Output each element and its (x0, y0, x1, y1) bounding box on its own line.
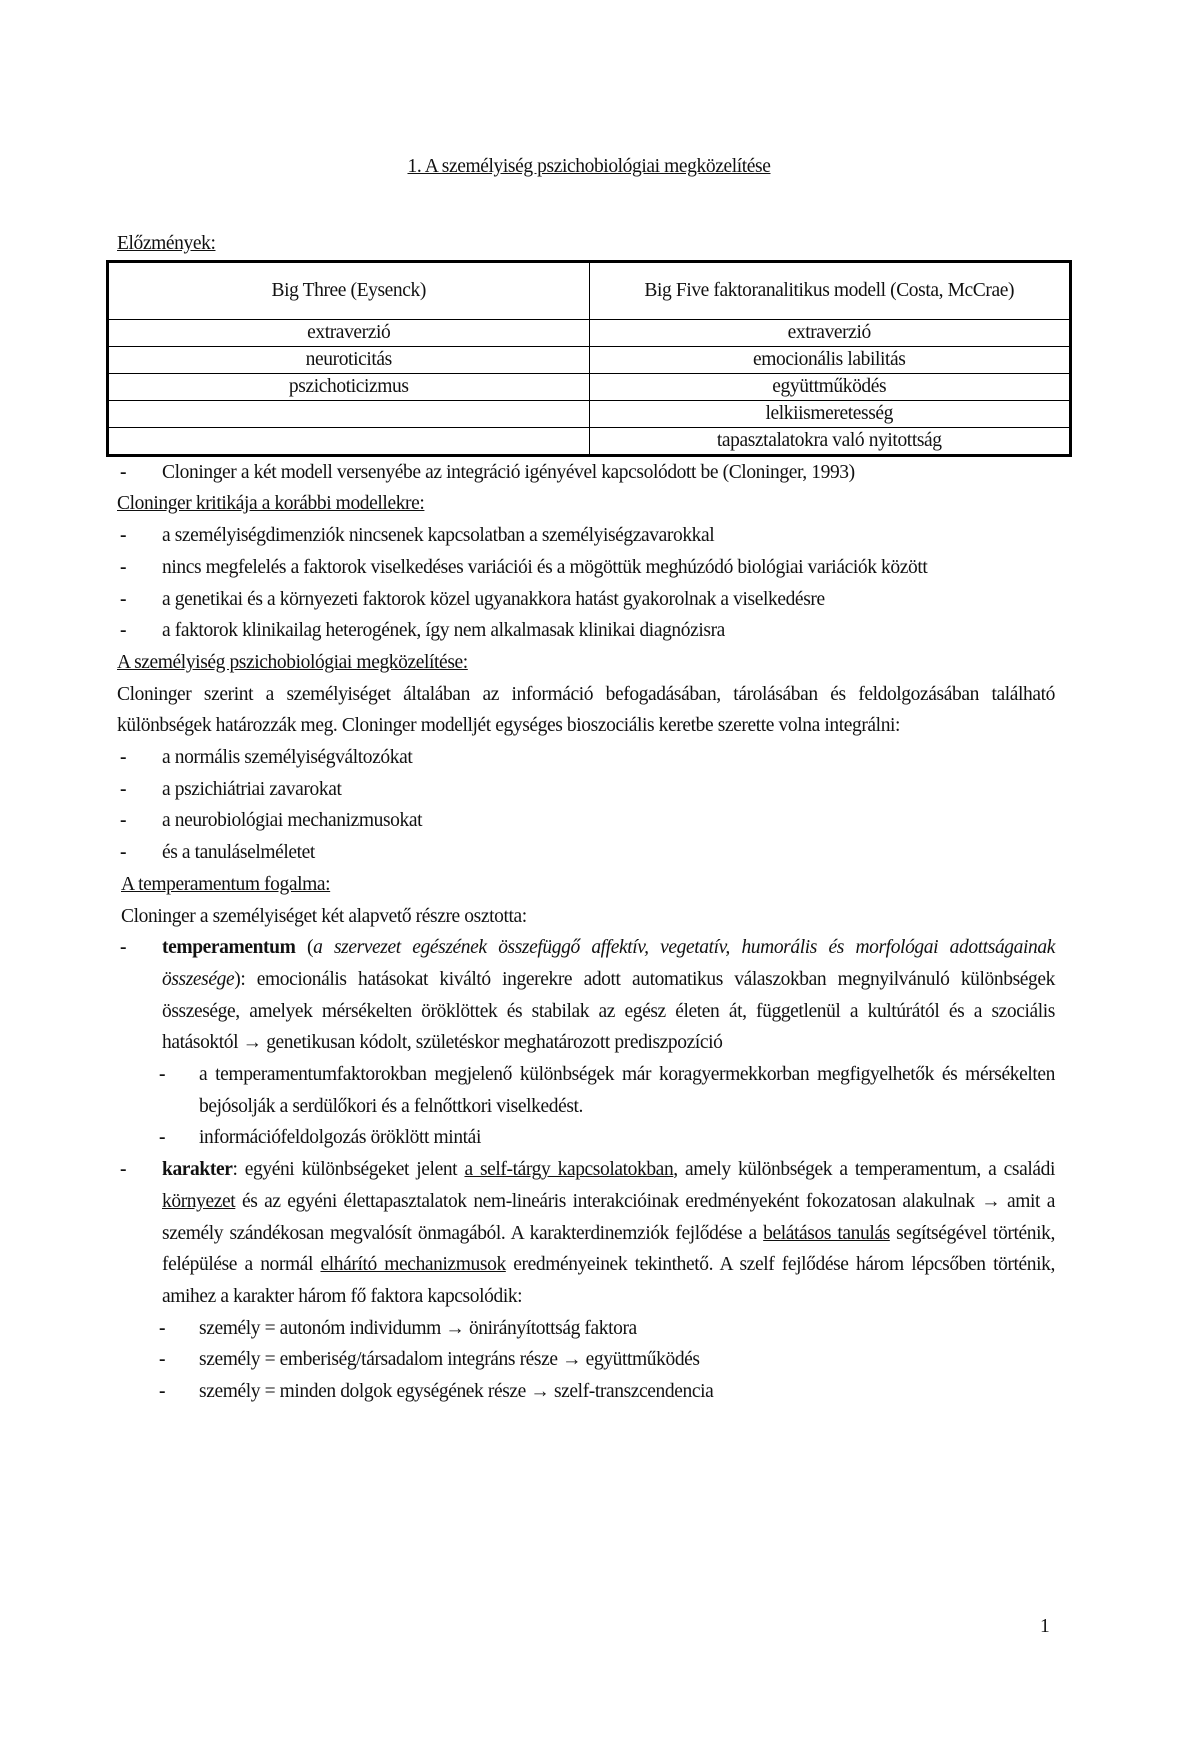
dash-bullet-icon: - (120, 556, 127, 578)
table-cell: pszichoticizmus (108, 373, 590, 400)
table-row (108, 346, 1071, 373)
dash-bullet-icon: - (120, 525, 127, 547)
list-item: - nincs megfelelés a faktorok viselkedéses variációi és a mögöttük meghúzódó biológiai variációk között (117, 552, 1055, 584)
dash-bullet-icon: - (159, 1349, 166, 1371)
list-item: - a faktorok klinikailag heterogének, így nem alkalmasak klinikai diagnózisra (117, 615, 1055, 647)
list-item: - Cloninger a két modell versenyébe az integráció igényével kapcsolódott be (Cloninger, 1993) (117, 457, 1055, 489)
dash-bullet-icon: - (120, 810, 127, 832)
table-cell: együttműködés (589, 373, 1071, 400)
list-item: - a neurobiológiai mechanizmusokat (117, 805, 1055, 837)
sub-list-item: - személy = minden dolgok egységének része → szelf-transzcendencia (159, 1376, 1055, 1408)
page-title: 1. A személyiség pszichobiológiai megközelítése (407, 156, 771, 177)
dash-bullet-icon: - (159, 1127, 166, 1149)
table-cell: lelkiismeretesség (589, 400, 1071, 427)
list-item: - a normális személyiségváltozókat (117, 742, 1055, 774)
dash-bullet-icon: - (120, 747, 127, 769)
dash-bullet-icon: - (159, 1064, 166, 1086)
table-cell (108, 427, 590, 455)
sub-list-item: - személy = emberiség/társadalom integráns része → együttműködés (159, 1344, 1055, 1376)
table-cell: neuroticitás (108, 346, 590, 373)
list-item-character: - karakter: egyéni különbségeket jelent a self-tárgy kapcsolatokban, amely különbségek a temperamentum, a családi környezet és az egyéni élettapasztalatok nem-lineáris interakcióinak eredményeként fokozatosan alakulnak → amit a személy szándékosan megvalósít önmagából. A karakterdinemziók fejlődése a belátásos tanulás segítségével történik, felépülése a normál elhárító mechanizmusok eredményeinek tekinthető. A szelf fejlődése három lépcsőben történik, amihez a karakter három fő faktora kapcsolódik: (117, 1154, 1055, 1313)
list-item: - a pszichiátriai zavarokat (117, 774, 1055, 806)
section-heading-antecedents: Előzmények: (117, 233, 216, 254)
section-heading-critique: Cloninger kritikája a korábbi modellekre: (117, 493, 425, 515)
table-cell: extraverzió (108, 319, 590, 346)
list-item-temperament: - temperamentum (a szervezet egészének összefüggő affektív, vegetatív, humorális és morfológai adottságainak összesége): emocionális hatásokat kiváltó ingerekre adott automatikus válaszokban megnyilvánuló különbségek összesége, amelyek mérsékelten öröklöttek és stabilak az egész életen át, függetlenül a kultúrától és a szociális hatásoktól → genetikusan kódolt, születéskor meghatározott prediszpozíció (117, 932, 1055, 1059)
model-comparison-table (106, 260, 1072, 457)
list-item: - és a tanuláselméletet (117, 837, 1055, 869)
table-header: Big Five faktoranalitikus modell (Costa, McCrae) (589, 261, 1071, 319)
dash-bullet-icon: - (120, 937, 127, 959)
section-heading-approach: A személyiség pszichobiológiai megközelítése: (117, 651, 468, 673)
list-item: - a személyiségdimenziók nincsenek kapcsolatban a személyiségzavarokkal (117, 520, 1055, 552)
sub-list-item: - információfeldolgozás öröklött mintái (159, 1122, 1055, 1154)
document-body (117, 228, 1055, 1408)
table-cell: extraverzió (589, 319, 1071, 346)
sub-list-item: - személy = autonóm individumm → önirányítottság faktora (159, 1313, 1055, 1345)
approach-paragraph: Cloninger szerint a személyiséget általában az információ befogadásában, tárolásában és feldolgozásában található különbségek határozzák meg. Cloninger modelljét egységes bioszociális keretbe szerette volna integrálni: (117, 683, 1055, 737)
dash-bullet-icon: - (120, 1159, 127, 1181)
dash-bullet-icon: - (120, 588, 127, 610)
list-item: - a genetikai és a környezeti faktorok közel ugyanakkora hatást gyakorolnak a viselkedésre (117, 584, 1055, 616)
table-cell: emocionális labilitás (589, 346, 1071, 373)
table-header-row (108, 261, 1071, 319)
table-cell (108, 400, 590, 427)
dash-bullet-icon: - (120, 461, 127, 483)
term-temperament: temperamentum (162, 937, 296, 959)
temperament-definition: a szervezet egészének összefüggő affektív, vegetatív, humorális és morfológai adottságainak összesége (162, 937, 1055, 990)
table-cell: tapasztalatokra való nyitottság (589, 427, 1071, 455)
table-row (108, 400, 1071, 427)
dash-bullet-icon: - (120, 778, 127, 800)
temperament-intro: Cloninger a személyiséget két alapvető részre osztotta: (121, 905, 527, 927)
dash-bullet-icon: - (159, 1317, 166, 1339)
dash-bullet-icon: - (159, 1381, 166, 1403)
page-number: 1 (1040, 1616, 1050, 1637)
term-character: karakter (162, 1159, 233, 1181)
dash-bullet-icon: - (120, 842, 127, 864)
dash-bullet-icon: - (120, 620, 127, 642)
sub-list-item: - a temperamentumfaktorokban megjelenő különbségek már koragyermekkorban megfigyelhetők és mérsékelten bejósolják a serdülőkori és a felnőttkori viselkedést. (159, 1059, 1055, 1122)
table-row (108, 373, 1071, 400)
table-row (108, 319, 1071, 346)
table-header: Big Three (Eysenck) (108, 261, 590, 319)
section-heading-temperament: A temperamentum fogalma: (121, 873, 331, 895)
table-row (108, 427, 1071, 455)
